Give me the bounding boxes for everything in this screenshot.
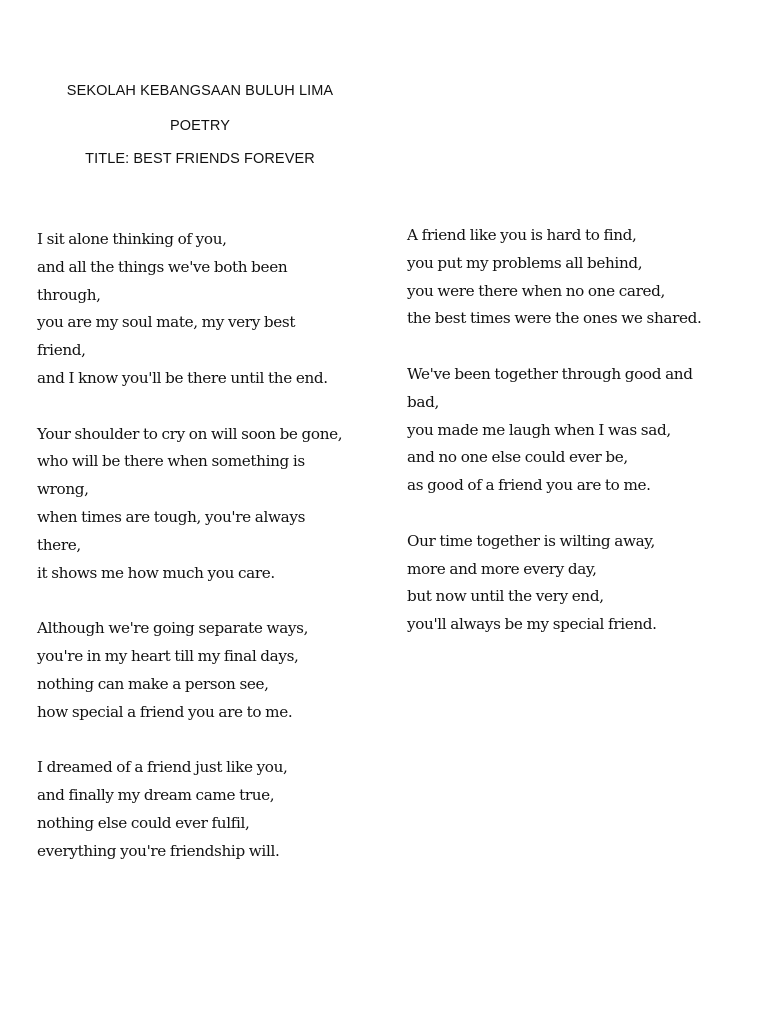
poem-line: more and more every day,: [407, 559, 597, 578]
stanza-6: [407, 361, 747, 500]
poem-line: you made me laugh when I was sad,: [407, 420, 671, 439]
poem-line: nothing else could ever fulfil,: [37, 813, 250, 832]
poem-line: you're in my heart till my final days,: [37, 646, 299, 665]
poem-line: through,: [37, 285, 101, 304]
document-type: POETRY: [170, 118, 230, 134]
poem-left-column: [37, 226, 377, 893]
poem-line: A friend like you is hard to find,: [407, 226, 637, 244]
poem-line: how special a friend you are to me.: [37, 702, 293, 721]
poem-line: I sit alone thinking of you,: [37, 230, 227, 248]
poem-line: but now until the very end,: [407, 587, 604, 606]
poem-line: who will be there when something is: [37, 452, 305, 471]
poem-line: nothing can make a person see,: [37, 674, 269, 693]
poem-line: Our time together is wilting away,: [407, 531, 655, 550]
poem-line: and I know you'll be there until the end.: [37, 368, 328, 387]
poem-line: and finally my dream came true,: [37, 785, 275, 804]
poem-line: bad,: [407, 392, 439, 411]
poem-line: and all the things we've both been: [37, 257, 288, 276]
stanza-1: [37, 226, 377, 393]
stanza-7: [407, 528, 747, 639]
poem-line: wrong,: [37, 480, 89, 499]
poem-line: when times are tough, you're always: [37, 507, 306, 526]
poem-line: there,: [37, 535, 81, 554]
poem-line: I dreamed of a friend just like you,: [37, 758, 288, 777]
poem-line: Although we're going separate ways,: [37, 619, 309, 638]
poem-line: you'll always be my special friend.: [407, 615, 657, 634]
poem-line: it shows me how much you care.: [37, 563, 275, 582]
stanza-2: [37, 421, 377, 588]
poem-line: you put my problems all behind,: [407, 253, 643, 272]
poem-line: you were there when no one cared,: [407, 281, 666, 300]
poem-line: you are my soul mate, my very best: [37, 313, 296, 332]
poem-line: Your shoulder to cry on will soon be gone,: [37, 424, 343, 443]
poem-right-column: [407, 222, 747, 667]
poem-line: the best times were the ones we shared.: [407, 309, 702, 328]
school-name: SEKOLAH KEBANGSAAN BULUH LIMA: [66, 83, 334, 99]
stanza-4: [37, 754, 377, 865]
poem-line: friend,: [37, 341, 86, 360]
poem-line: We've been together through good and: [407, 364, 693, 383]
stanza-5: [407, 222, 747, 333]
stanza-3: [37, 615, 377, 726]
poem-line: and no one else could ever be,: [407, 448, 628, 467]
poem-line: everything you're friendship will.: [37, 841, 280, 860]
poem-line: as good of a friend you are to me.: [407, 476, 651, 495]
poem-title: TITLE: BEST FRIENDS FOREVER: [85, 151, 315, 167]
